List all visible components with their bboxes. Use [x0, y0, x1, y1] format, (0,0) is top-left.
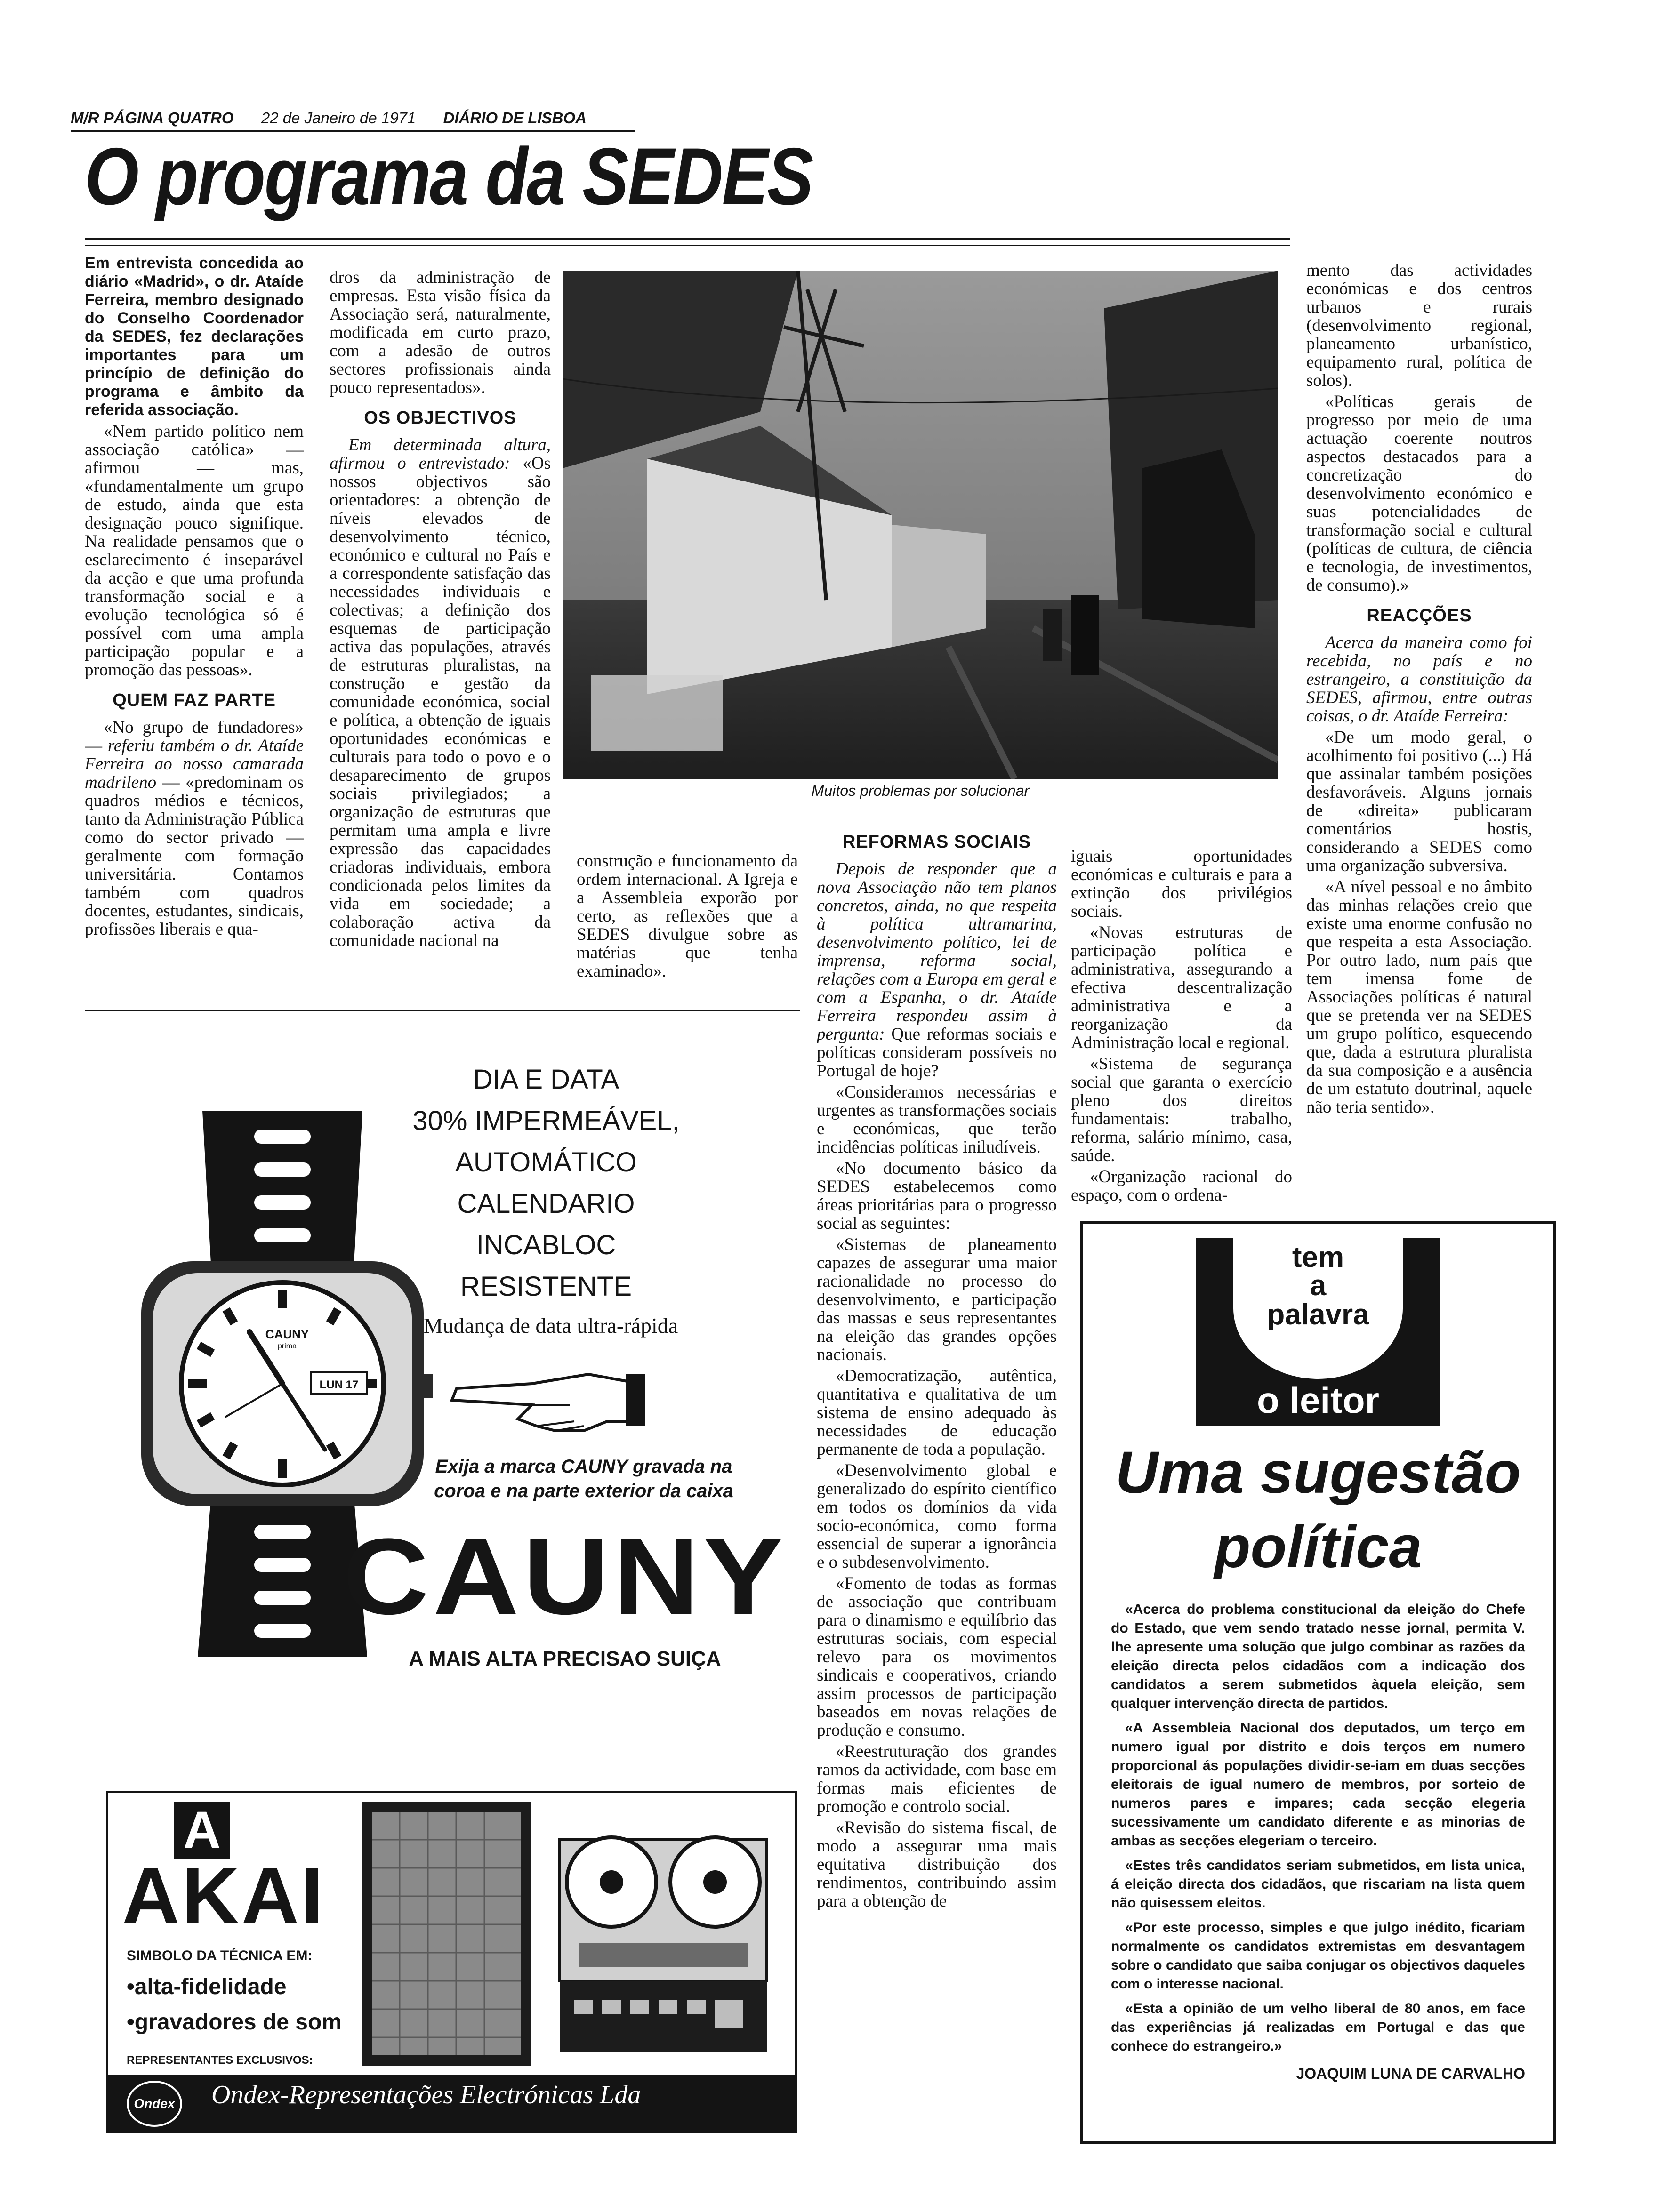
cauny-feature: INCABLOC — [476, 1230, 616, 1260]
cauny-logo: CAUNY — [343, 1516, 787, 1637]
ondex-company: Ondex-Representações Electrónicas Lda — [211, 2080, 641, 2109]
reader-logo-word: palavra — [1267, 1298, 1369, 1331]
cauny-feature: RESISTENTE — [460, 1271, 632, 1302]
headline-rule-thin — [85, 245, 1290, 246]
letter-signature: JOAQUIM LUNA DE CARVALHO — [1296, 2065, 1525, 2082]
letter-paragraph: «A Assembleia Nacional dos deputados, um terço em numero igual por distrito e dois terços em numero proporcional ás populações dividir-se-iam em duas secções eleitorais de igual numero de membros, por sorteio de numeros pares e impares; cada secção elegeria sucessivamente um candidato diferente e as minorias de ambas as secções elegeriam o terceiro. — [1111, 1720, 1525, 1849]
dial-date-text: LUN 17 — [319, 1378, 359, 1391]
reader-logo-word: tem — [1292, 1241, 1344, 1274]
article-column-1 — [85, 254, 304, 1007]
header-date: 22 de Janeiro de 1971 — [261, 109, 416, 127]
article-bottom-rule — [85, 1010, 800, 1011]
reader-title-line: política — [1214, 1514, 1422, 1580]
text-run: «No grupo de fundadores» — — [85, 718, 304, 755]
article-column-2 — [330, 268, 551, 1007]
article-paragraph: «Fomento de todas as formas de associação que contribuam para o dinamismo e equilíbrio das estruturas sociais, com especial relevo para os movimentos sindicais e cooperativos, criando assim processos de participação baseados em novas relações de produção e consumo. — [817, 1574, 1057, 1740]
article-paragraph: «Políticas gerais de progresso por meio de uma actuação coerente noutros aspectos destacados para a concretização do desenvolvimento económico e suas potencialidades de transformação social e cultural (políticas de cultura, de ciência e tecnologia, de investimentos, de consumo).» — [1306, 392, 1532, 595]
article-paragraph: mento das actividades económicas e dos centros urbanos e rurais (desenvolvimento regional, planeamento urbanístico, equipamento rural, política de solos). — [1306, 261, 1532, 390]
letter-paragraph: «Por este processo, simples e que julgo inédito, ficariam normalmente os candidatos extremistas em desvantagem sobre o candidato que saiba conjugar os objectivos daqueles com o interesse nacional. — [1111, 1920, 1525, 1992]
photo-village-street — [563, 271, 1278, 779]
cauny-feature: 30% IMPERMEÁVEL, — [412, 1106, 680, 1136]
reader-logo-word: a — [1310, 1269, 1327, 1302]
article-paragraph — [817, 860, 1057, 1080]
photo-caption: Muitos problemas por solucionar — [811, 782, 1030, 799]
cauny-slogan: A MAIS ALTA PRECISAO SUIÇA — [409, 1647, 721, 1670]
cauny-tagline: Mudança de data ultra-rápida — [423, 1314, 678, 1338]
article-paragraph: «Sistema de segurança social que garanta o exercício pleno dos direitos fundamentais: trabalho, reforma, salário mínimo, casa, saúde. — [1071, 1054, 1292, 1165]
article-paragraph: dros da administração de empresas. Esta visão física da Associação será, naturalmente, modificada em curto prazo, com a adesão de outros sectores profissionais ainda pouco representados». — [330, 268, 551, 397]
subheading-quem-faz-parte: QUEM FAZ PARTE — [113, 690, 276, 710]
article-paragraph: iguais oportunidades económicas e culturais e para a extinção dos privilégios sociais. — [1071, 847, 1292, 921]
article-paragraph: «Democratização, autêntica, quantitativa e qualitativa de um sistema de ensino adequado às necessidades de educação permanente de toda a população. — [817, 1366, 1057, 1459]
article-paragraph: «Nem partido político nem associação católica» — afirmou — mas, «fundamentalmente um grupo de estudo, ainda que esta designação pouco signifique. Na realidade pensamos que o esclarecimento é inseparável da acção e que uma profunda transformação social e a evolução tecnológica só é possível com uma ampla participação popular e a promoção das pessoas». — [85, 422, 304, 680]
article-column-3 — [577, 852, 798, 1007]
akai-item: •alta-fidelidade — [127, 1974, 287, 1999]
cauny-notice-line: Exija a marca CAUNY gravada na — [435, 1456, 732, 1477]
subheading-reformas-sociais: REFORMAS SOCIAIS — [842, 833, 1031, 852]
akai-item: •gravadores de som — [127, 2010, 342, 2035]
reader-title — [1083, 1435, 1553, 1584]
headline-rule — [85, 238, 1290, 240]
text-run-italic: referiu também o dr. Ataíde Ferreira ao nosso camarada madrileno — [85, 736, 304, 792]
article-paragraph: Acerca da maneira como foi recebida, no país e no estrangeiro, a constituição da SEDES, afirmou, entre outras coisas, o dr. Ataíde Ferreira: — [1306, 633, 1532, 726]
article-column-5 — [1071, 847, 1292, 1205]
article-paragraph — [85, 718, 304, 938]
cauny-feature: CALENDARIO — [457, 1188, 635, 1219]
article-paragraph: construção e funcionamento da ordem internacional. A Igreja e a Assembleia exporão por certo, as reflexões que a SEDES divulgue sobre as matérias que tenha examinado». — [577, 852, 798, 981]
text-run: «Os nossos objectivos são orientadores: a obtenção de níveis elevados de desenvolvimento técnico, económico e cultural no País e a correspondente satisfação das necessidades individuais e colectivas; a definição dos esquemas de participação activa das populações, através de estruturas pluralistas, na construção e gestão da comunidade económica, social e política, a obtenção de iguais oportunidades económicas e culturais para todo o povo e o desaparecimento de grupos sociais privilegiados; a organização de estruturas que permitam uma ampla e livre expressão das capacidades criadoras individuais, embora condicionada pelos limites da vida em sociedade; a colaboração activa da comunidade nacional na — [330, 454, 551, 950]
article-paragraph: «Desenvolvimento global e generalizado do espírito científico em todos os domínios da vida socio-económica, como forma essencial de superar a ignorância e o subdesenvolvimento. — [817, 1461, 1057, 1572]
article-photo — [563, 271, 1278, 779]
dial-brand: CAUNY — [265, 1327, 309, 1341]
tape-recorder-icon — [550, 1811, 776, 2056]
text-run: — «predominam os quadros médios e técnicos, tanto da Administração Pública como do sector privado — geralmente com formação universitária. Contamos também com quadros docentes, estudantes, sindicais, profissões liberais e qua- — [85, 773, 304, 939]
text-run-italic: Em determinada altura, afirmou o entrevistado: — [330, 435, 551, 473]
reader-letter — [1111, 1600, 1525, 2083]
article-paragraph: «Organização racional do espaço, com o ordena- — [1071, 1167, 1292, 1205]
header-section: M/R PÁGINA QUATRO — [71, 109, 234, 127]
reader-logo-word: o leitor — [1256, 1379, 1379, 1421]
pointing-hand-icon — [447, 1355, 645, 1450]
akai-logo-mark: A — [174, 1802, 230, 1859]
reader-title-line: Uma sugestão — [1115, 1439, 1521, 1506]
cauny-ad — [89, 1026, 796, 1760]
akai-brand: AKAI — [122, 1851, 325, 1941]
akai-ad — [106, 1791, 797, 2133]
reader-logo — [1196, 1238, 1440, 1426]
article-paragraph: «No documento básico da SEDES estabelecemos como áreas prioritárias para o progresso social as seguintes: — [817, 1159, 1057, 1233]
letter-paragraph: «Estes três candidatos seriam submetidos, em lista unica, á eleição directa dos cidadãos, que riscariam na lista quem não quisessem eleitos. — [1111, 1858, 1525, 1911]
subheading-os-objectivos: OS OBJECTIVOS — [364, 408, 516, 428]
article-paragraph: «Novas estruturas de participação política e administrativa, assegurando a efectiva descentralização administrativa e a reorganização da Administração local e regional. — [1071, 923, 1292, 1052]
article-paragraph: «De um modo geral, o acolhimento foi positivo (...) Há que assinalar também posições desfavoráveis. Alguns jornais de «direita» publicaram comentários hostis, considerando a SEDES como uma organização subversiva. — [1306, 728, 1532, 875]
article-paragraph — [330, 436, 551, 950]
article-paragraph: «Reestruturação dos grandes ramos da actividade, com base em formas mais eficientes de promoção e controlo social. — [817, 1742, 1057, 1816]
article-column-4 — [817, 833, 1057, 2184]
akai-reps: REPRESENTANTES EXCLUSIVOS: — [127, 2054, 313, 2067]
speaker-cabinet-icon — [362, 1802, 531, 2066]
article-paragraph: «Sistemas de planeamento capazes de assegurar uma maior racionalidade no processo do desenvolvimento, e participação das massas e seus representantes na eleição das grandes opções nacionais. — [817, 1235, 1057, 1364]
ondex-bar — [108, 2075, 795, 2132]
article-paragraph: «Consideramos necessárias e urgentes as transformações sociais e económicas, que terão incidências políticas iniludíveis. — [817, 1082, 1057, 1157]
text-run: Que reformas sociais e políticas consideram possíveis no Portugal de hoje? — [817, 1025, 1057, 1081]
article-column-6 — [1306, 261, 1532, 1202]
akai-symbol-line: SIMBOLO DA TÉCNICA EM: — [127, 1948, 313, 1964]
cauny-notice — [391, 1454, 777, 1503]
letter-paragraph: «Acerca do problema constitucional da eleição do Chefe do Estado, que vem sendo tratado nesse jornal, permita V. lhe apresente uma solução que julgo combinar as razões da eleição directa pelos cidadãos com a indicação dos candidatos a serem submetidos àquela eleição, sem qualquer intervenção directa de partidos. — [1111, 1602, 1525, 1711]
headline: O programa da SEDES — [85, 131, 812, 222]
cauny-feature: AUTOMÁTICO — [455, 1147, 637, 1178]
cauny-feature: DIA E DATA — [473, 1064, 619, 1095]
article-paragraph: «A nível pessoal e no âmbito das minhas relações creio que existe uma enorme confusão no que respeita a esta Associação. Por outro lado, num país que tem imensa fome de Associações políticas é natural que se pretenda ver na SEDES um grupo político, esquecendo que, dada a estrutura pluralista da sua composição e a ausência de um estatuto doutrinal, aquele não teria sentido». — [1306, 877, 1532, 1117]
article-lead: Em entrevista concedida ao diário «Madrid», o dr. Ataíde Ferreira, membro designado do Conselho Coordenador da SEDES, fez declarações importantes para um princípio de definição do programa e âmbito da referida associação. — [85, 254, 304, 419]
cauny-notice-line: coroa e na parte exterior da caixa — [434, 1481, 733, 1501]
article-paragraph: «Revisão do sistema fiscal, de modo a assegurar uma mais equitativa distribuição dos rendimentos, contribuindo assim para a obtenção de — [817, 1818, 1057, 1911]
reader-section — [1080, 1221, 1556, 2144]
text-run-italic: Depois de responder que a nova Associação não tem planos concretos, ainda, no que respeita à política ultramarina, desenvolvimento político, lei de imprensa, reforma social, relações com a Europa em geral e com a Espanha, o dr. Ataíde Ferreira respondeu assim à pergunta: — [817, 859, 1057, 1044]
ondex-badge: Ondex — [127, 2081, 182, 2127]
subheading-reaccoes: REACÇÕES — [1367, 606, 1472, 625]
letter-paragraph: «Esta a opinião de um velho liberal de 80 anos, em face das experiências já realizadas em Portugal e das que conhece do estrangeiro.» — [1111, 2001, 1525, 2054]
header-paper: DIÁRIO DE LISBOA — [443, 109, 587, 127]
dial-sub: prima — [277, 1342, 297, 1350]
